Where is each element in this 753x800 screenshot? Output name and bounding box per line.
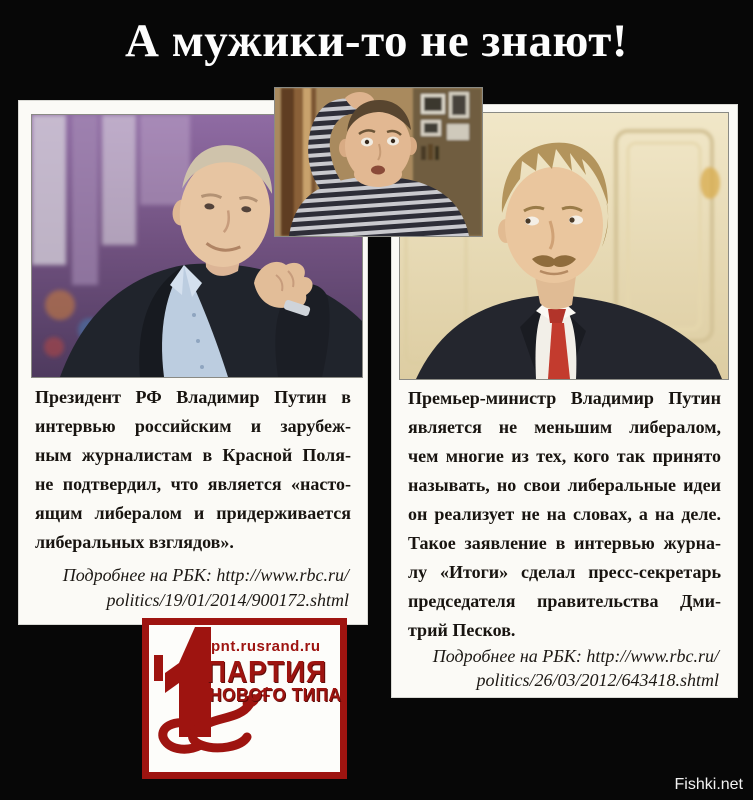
logo-site-url: pnt.rusrand.ru xyxy=(211,638,321,655)
logo-party-type: НОВОГО ТИПА xyxy=(209,685,342,705)
right-rbc-link: Подробнее на РБК: http://www.rbc.ru/ politics/26/03/2012/643418.shtml xyxy=(432,646,719,690)
poster-title: А мужики-то не знают! xyxy=(125,15,628,67)
pnt-party-logo xyxy=(142,618,347,779)
right-caption-text: Премьер-министр Владимир Путин является не меньшим либералом, чем многие из тех, кого так принято называть, но свои либеральные идеи он реализует не на словах, а на деле. Такое заявление в интервью журна- лу «Итоги» сделал пресс-секретарь председателя правительства Дми- трий Песков. xyxy=(408,388,721,640)
left-rbc-link: Подробнее на РБК: http://www.rbc.ru/ politics/19/01/2014/900172.shtml xyxy=(62,565,349,610)
fishki-watermark: Fishki.net xyxy=(674,776,743,793)
confused-man-photo xyxy=(275,88,482,236)
logo-party-name: ПАРТИЯ xyxy=(206,654,327,689)
confused-man-illustration xyxy=(275,88,482,236)
left-caption-text: Президент РФ Владимир Путин в интервью российским и зарубеж- ным журналистам в Красной Поля- не подтвердил, что является «насто- ящим либералом и придерживается либеральных взглядов». xyxy=(35,387,351,552)
